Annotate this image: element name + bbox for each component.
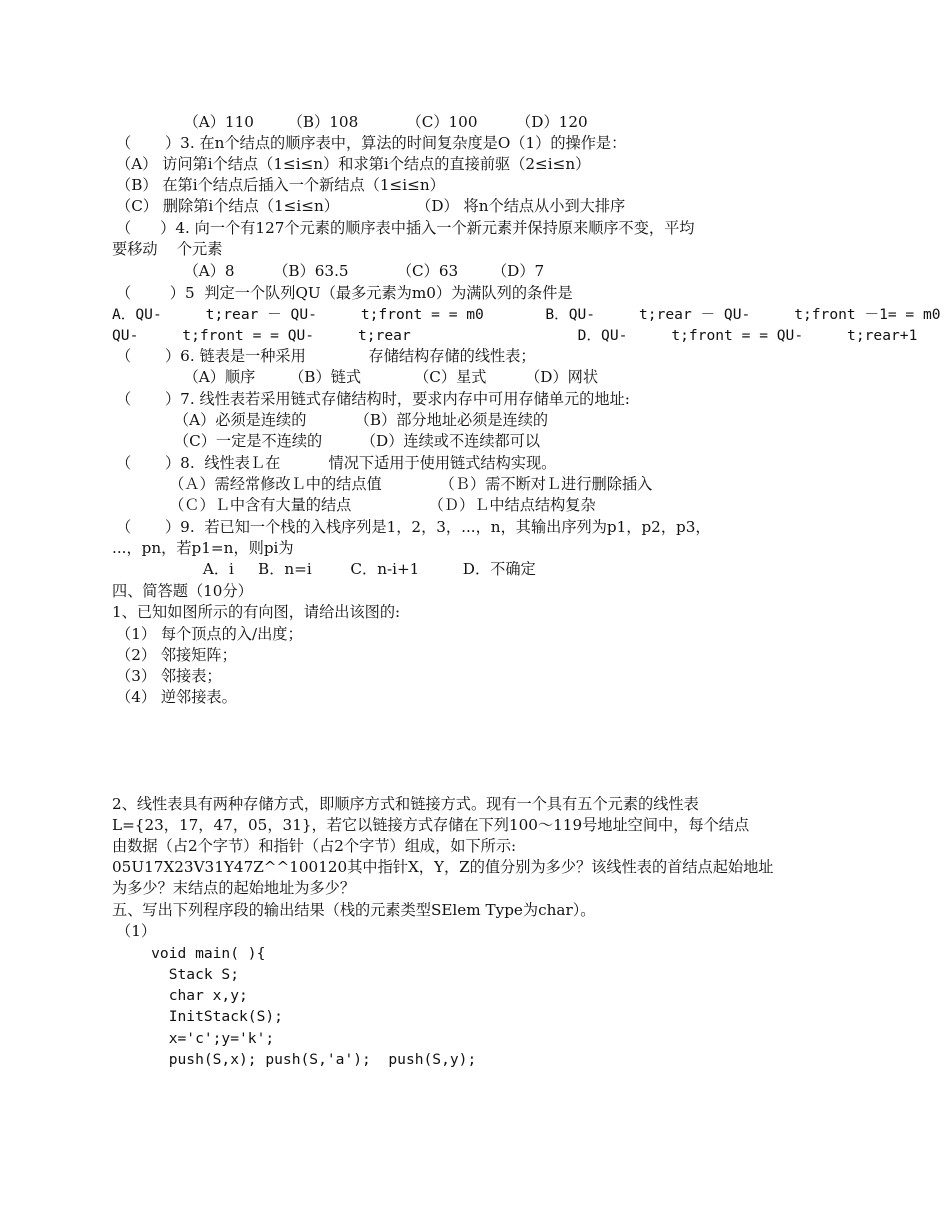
- code-line: char x,y;: [116, 987, 248, 1004]
- q3-question: （ ）3. 在n个结点的顺序表中，算法的时间复杂度是O（1）的操作是：: [116, 134, 627, 152]
- q4-question-cont: 要移动 个元素: [112, 240, 223, 258]
- s4-q1-item-1: （1） 每个顶点的入/出度；: [116, 625, 303, 643]
- s4-q1-item-4: （4） 逆邻接表。: [116, 688, 237, 706]
- s4-q2-line-2: L={23，17，47，05，31}，若它以链接方式存储在下列100～119号地址空间中，每个结点: [112, 816, 750, 834]
- s5-item-1: （1）: [116, 922, 157, 940]
- q5-options-ab: A．QU- t;rear － QU- t;front = = m0 B．QU- t;rear － QU- t;front －1= = m0: [112, 306, 941, 323]
- q5-options-cd: QU- t;front = = QU- t;rear D．QU- t;front = = QU- t;rear+1: [112, 327, 918, 344]
- code-line: void main( ){: [116, 945, 266, 962]
- code-line: InitStack(S);: [116, 1008, 283, 1025]
- s4-q1-item-2: （2） 邻接矩阵；: [116, 646, 237, 664]
- q3-option-c-d: （C） 删除第i个结点（1≤i≤n） （D） 将n个结点从小到大排序: [116, 197, 626, 215]
- q8-options-ab: （Ａ）需经常修改Ｌ中的结点值 （Ｂ）需不断对Ｌ进行删除插入: [116, 475, 653, 493]
- q7-options-ab: （A）必须是连续的 （B）部分地址必须是连续的: [116, 411, 549, 429]
- q4-options: （A）8 （B）63.5 （C）63 （D）7: [116, 262, 545, 280]
- section-4-heading: 四、简答题（10分）: [112, 582, 253, 600]
- s4-q2-line-5: 为多少？末结点的起始地址为多少？: [112, 879, 355, 897]
- code-line: x='c';y='k';: [116, 1030, 275, 1047]
- s4-q2-line-1: 2、线性表具有两种存储方式，即顺序方式和链接方式。现有一个具有五个元素的线性表: [112, 795, 699, 813]
- code-line: Stack S;: [116, 966, 240, 983]
- code-line: push(S,x); push(S,'a'); push(S,y);: [116, 1051, 477, 1068]
- q2-options: （A）110 （B）108 （C）100 （D）120: [116, 113, 588, 131]
- s4-q2-line-4: 05U17X23V31Y47Z^^100120其中指针X，Y，Z的值分别为多少？该线性表的首结点起始地址: [112, 858, 774, 876]
- q4-question: （ ）4. 向一个有127个元素的顺序表中插入一个新元素并保持原来顺序不变，平均: [116, 219, 695, 237]
- q9-options: A．i B．n=i C．n-i+1 D．不确定: [116, 560, 536, 578]
- q8-question: （ ）8. 线性表Ｌ在 情况下适用于使用链式结构实现。: [116, 454, 557, 472]
- q3-option-a: （A） 访问第i个结点（1≤i≤n）和求第i个结点的直接前驱（2≤i≤n）: [116, 155, 591, 173]
- q7-question: （ ）7. 线性表若采用链式存储结构时，要求内存中可用存储单元的地址:: [116, 390, 630, 408]
- s4-q2-line-3: 由数据（占2个字节）和指针（占2个字节）组成，如下所示:: [112, 837, 517, 855]
- q9-question: （ ）9. 若已知一个栈的入栈序列是1，2，3，...，n，其输出序列为p1，p2，p3，: [116, 518, 711, 536]
- q6-question: （ ）6. 链表是一种采用 存储结构存储的线性表；: [116, 347, 536, 365]
- q6-options: （A）顺序 （B）链式 （C）星式 （D）网状: [116, 368, 599, 386]
- q7-options-cd: （C）一定是不连续的 （D）连续或不连续都可以: [116, 432, 541, 450]
- section-5-heading: 五、写出下列程序段的输出结果（栈的元素类型SElem Type为char）。: [112, 901, 596, 919]
- q5-question: （ ）5 判定一个队列QU（最多元素为m0）为满队列的条件是: [116, 284, 573, 302]
- q8-options-cd: （Ｃ）Ｌ中含有大量的结点 （Ｄ）Ｌ中结点结构复杂: [116, 496, 596, 514]
- s4-q1-question: 1、已知如图所示的有向图，请给出该图的:: [112, 603, 401, 621]
- q9-question-cont: ...，pn，若p1=n，则pi为: [112, 539, 294, 557]
- s4-q1-item-3: （3） 邻接表；: [116, 667, 222, 685]
- q3-option-b: （B） 在第i个结点后插入一个新结点（1≤i≤n）: [116, 176, 445, 194]
